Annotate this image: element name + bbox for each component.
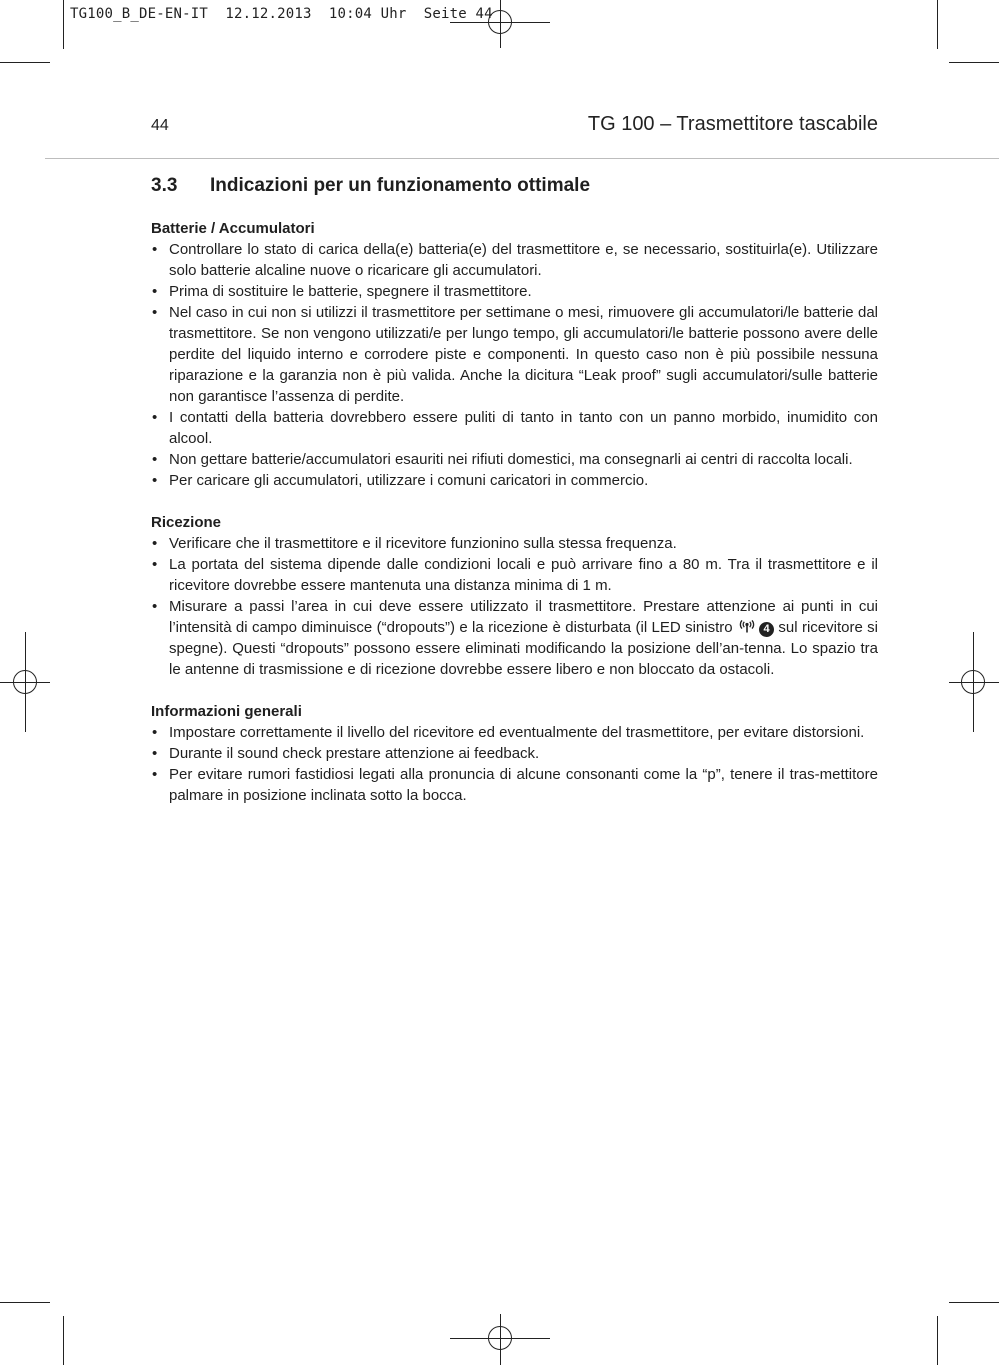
list-item-text: Durante il sound check prestare attenzione ai feedback. — [169, 745, 540, 762]
list-item — [151, 554, 878, 596]
number-badge-4: 4 — [759, 622, 774, 637]
list-item-text: La portata del sistema dipende dalle condizioni locali e può arrivare fino a 80 m. Tra il trasmettitore e il ricevitore dovrebbe essere mantenuta una distanza minima di 1 m. — [169, 556, 878, 594]
crop-mark-bottom-left-vertical — [63, 1316, 64, 1365]
bullet-icon: • — [152, 451, 158, 468]
reception-list — [151, 533, 878, 680]
list-item — [151, 596, 878, 680]
bullet-icon: • — [152, 283, 158, 300]
registration-right-circle — [961, 670, 985, 694]
crop-mark-top-left-vertical — [63, 0, 64, 49]
crop-mark-bottom-right-horizontal — [949, 1302, 999, 1303]
list-item — [151, 407, 878, 449]
list-item-text: Misurare a passi l’area in cui deve essere utilizzato il trasmettitore. Prestare attenzione ai punti in cui l’intensità di campo diminuisce (“dropouts”) e la ricezione è disturbata (il LED sinistro — [169, 598, 878, 636]
list-item — [151, 743, 878, 764]
bullet-icon: • — [152, 535, 158, 552]
list-item — [151, 281, 878, 302]
list-item-text: Controllare lo stato di carica della(e) batteria(e) del trasmettitore e, se necessario, sostituirla(e). Utilizzare solo batterie alcaline nuove o ricaricare gli accumulatori. — [169, 241, 878, 279]
section-number: 3.3 — [151, 175, 178, 196]
bullet-icon: • — [152, 556, 158, 573]
registration-top-circle — [488, 10, 512, 34]
list-item-text: Impostare correttamente il livello del ricevitore ed eventualmente del trasmettitore, per evitare distorsioni. — [169, 724, 865, 741]
antenna-signal-icon — [739, 620, 755, 633]
list-item-text: Per caricare gli accumulatori, utilizzare i comuni caricatori in commercio. — [169, 472, 649, 489]
crop-mark-top-right-vertical — [937, 0, 938, 49]
crop-mark-bottom-right-vertical — [937, 1316, 938, 1365]
bullet-icon: • — [152, 241, 158, 258]
list-item-text: Non gettare batterie/accumulatori esauriti nei rifiuti domestici, ma consegnarli ai centri di raccolta locali. — [169, 451, 853, 468]
header-rule — [45, 158, 999, 159]
page-content — [151, 175, 878, 806]
list-item-text-continued: sul ricevitore si spegne). Questi “dropouts” possono essere eliminati modificando la posizione dell’an-tenna. Lo spazio tra le antenne di trasmissione e di ricezione dovrebbe essere libero e non bloccato da ostacoli. — [169, 619, 879, 678]
bullet-icon: • — [152, 472, 158, 489]
bullet-icon: • — [152, 409, 158, 426]
section-title: Indicazioni per un funzionamento ottimale — [210, 175, 591, 196]
bullet-icon: • — [152, 766, 158, 783]
list-item-text: Prima di sostituire le batterie, spegnere il trasmettitore. — [169, 283, 532, 300]
reception-title: Ricezione — [151, 514, 222, 531]
crop-mark-top-right-horizontal — [949, 62, 999, 63]
list-item — [151, 533, 878, 554]
general-title: Informazioni generali — [151, 703, 302, 720]
list-item-text: Nel caso in cui non si utilizzi il trasmettitore per settimane o mesi, rimuovere gli accumulatori/le batterie dal trasmettitore. Se non vengono utilizzati/e per lungo tempo, gli accumulatori/le batterie possono avere delle perdite del liquido interno e corrodere piste e componenti. In questo caso non è più possibile nessuna riparazione e la garanzia non è più valida. Anche la dicitura “Leak proof” sugli accumulatori/sulle batterie non garantisce l’assenza di perdite. — [169, 304, 878, 405]
bullet-icon: • — [152, 304, 158, 321]
crop-mark-top-left-horizontal — [0, 62, 50, 63]
list-item-text: I contatti della batteria dovrebbero essere puliti di tanto in tanto con un panno morbido, inumidito con alcool. — [169, 409, 878, 447]
bullet-icon: • — [152, 745, 158, 762]
page-number: 44 — [151, 117, 169, 134]
bullet-icon: • — [152, 724, 158, 741]
bullet-icon: • — [152, 598, 158, 615]
list-item — [151, 764, 878, 806]
registration-left-circle — [13, 670, 37, 694]
list-item — [151, 302, 878, 407]
list-item-text: Verificare che il trasmettitore e il ricevitore funzionino sulla stessa frequenza. — [169, 535, 677, 552]
block-spacer — [151, 680, 878, 701]
running-title: TG 100 – Trasmettitore tascabile — [587, 113, 878, 135]
list-item-text: Per evitare rumori fastidiosi legati alla pronuncia di alcune consonanti come la “p”, tenere il tras-mettitore palmare in posizione inclinata sotto la bocca. — [169, 766, 878, 804]
registration-bottom-circle — [488, 1326, 512, 1350]
crop-mark-bottom-left-horizontal — [0, 1302, 50, 1303]
general-list — [151, 722, 878, 806]
list-item — [151, 470, 878, 491]
block-spacer — [151, 491, 878, 512]
list-item — [151, 722, 878, 743]
batteries-list — [151, 239, 878, 491]
list-item — [151, 239, 878, 281]
print-slug: TG100_B_DE-EN-IT 12.12.2013 10:04 Uhr Seite 44 — [70, 6, 493, 22]
list-item — [151, 449, 878, 470]
section-heading — [151, 175, 878, 197]
batteries-title: Batterie / Accumulatori — [151, 220, 315, 237]
